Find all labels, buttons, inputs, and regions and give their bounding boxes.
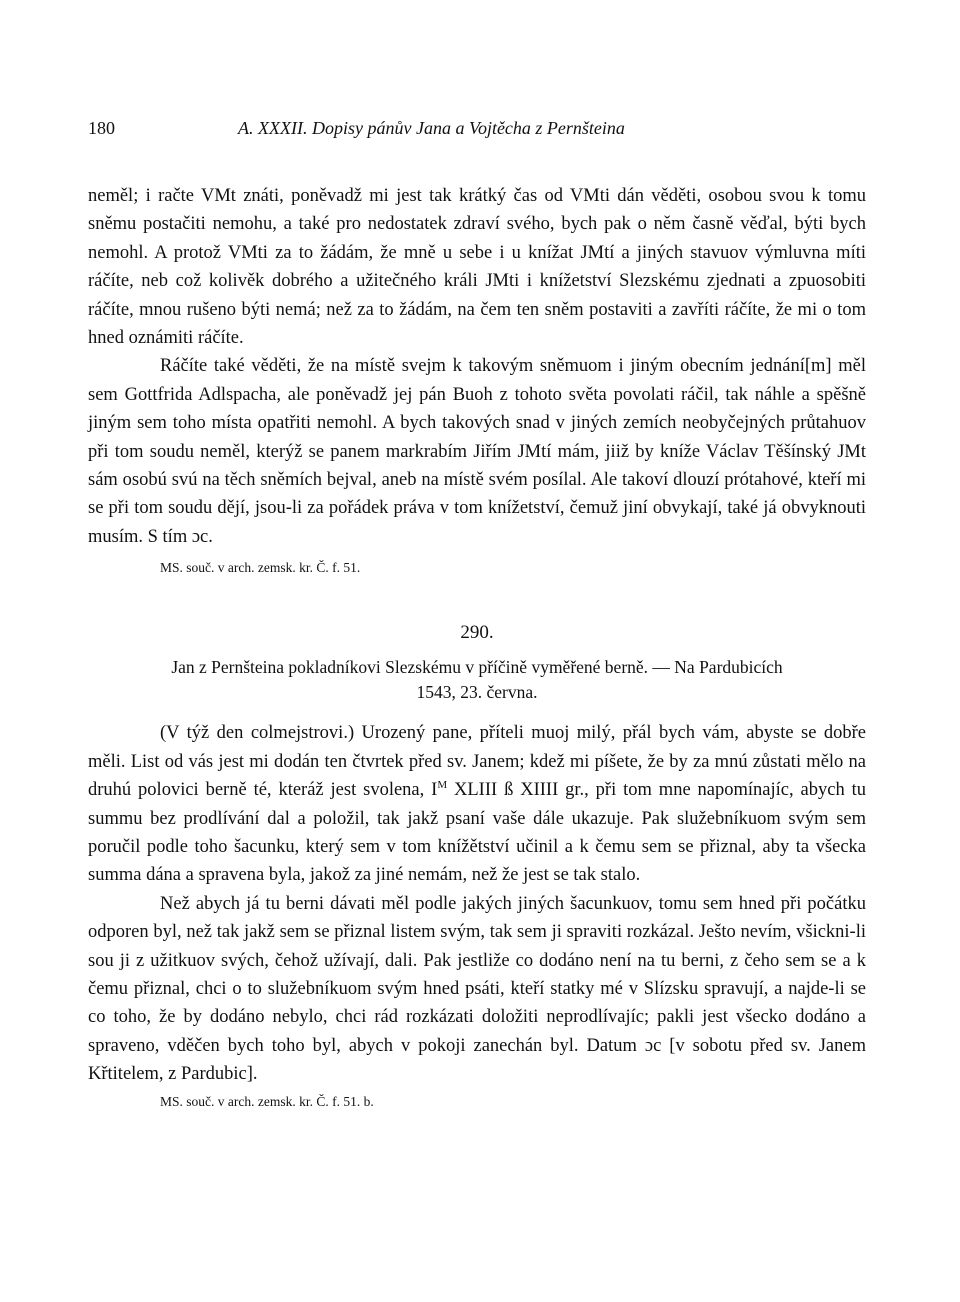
previous-letter-continuation (88, 182, 866, 579)
document-heading (88, 655, 866, 705)
page-number: 180 (88, 118, 115, 138)
superscript: M (437, 778, 448, 791)
running-title: A. XXXII. Dopisy pánův Jana a Vojtěcha z Pernšteina (238, 118, 625, 138)
page (88, 118, 866, 1113)
letter-body (88, 719, 866, 1112)
paragraph-text: XLIII ß XIIII gr., při tom mne napomínajíc, abych tu summu bez prodlívání dal a položil, tak jakž psaní vaše dále ukazuje. Pak služebníkuom svým sem poručil podle toho šacunku, který sem v tom knížětství učinil a k čemu sem se přiznal, aby ta všecka summa dána a spravena byla, jakož za jiné nemám, než že jest se tak stalo. (88, 780, 866, 886)
heading-line: Jan z Pernšteina pokladníkovi Slezskému v příčině vyměřené berně. — Na Pardubicích (171, 657, 783, 678)
source-note: MS. souč. v arch. zemsk. kr. Č. f. 51. b. (160, 1093, 374, 1109)
source-note: MS. souč. v arch. zemsk. kr. Č. f. 51. (160, 560, 361, 576)
paragraph: Než abych já tu berni dávati měl podle jakých jiných šacunkuov, tomu sem hned při počátku odporen byl, než tak jakž sem se přiznal listem svým, tak sem ji spraviti rozkázal. Ješto nevím, všickni-li sou ji z užitkuov svých, čehož užívají, dali. Pak jestliže co dodáno není na tu berni, z čeho sem se a k čemu přiznal, chci o to služebníkuom svým hned psáti, kteří statky mé v Slízsku spravují, a najde-li se co toho, že by dodáno nebylo, chci rád rozkázati doložiti neprodlívajíc; pakli jest všecko dodáno a spraveno, vděčen bych toho byl, abych v pokoji zanechán byl. Datum ɔc [v sobotu před sv. Janem Křtitelem, z Pardubic]. (88, 893, 866, 1085)
document-number: 290. (460, 622, 494, 644)
heading-date: 1543, 23. června. (416, 682, 538, 703)
paragraph: neměl; i račte VMt znáti, poněvadž mi jest tak krátký čas od VMti dán věděti, osobou svou k tomu sněmu postačiti nemohu, a také pro nedostatek zdraví svého, bych pak o něm časně věďal, býti bych nemohl. A protož VMti za to žádám, že mně u sebe i u knížat JMtí a jiných stavuov výmluvna míti ráčíte, neb což kolivěk dobrého a užitečného králi JMti i knížetství Slezskému zjednati a zpuosobiti ráčíte, mnou rušeno býti nemá; než za to žádám, na čem ten sněm postaviti a zavříti ráčíte, že mi o tom hned oznámiti ráčíte. (88, 186, 866, 349)
running-header (88, 118, 866, 148)
paragraph: Ráčíte také věděti, že na místě svejm k takovým sněmuom i jiným obecním jednání[m] měl sem Gottfrida Adlspacha, ale poněvadž jej pán Buoh z tohoto světa povolati ráčil, tak náhle a spěšně jiným sem toho místa opatřiti nemohl. A bych takových snad v jiných zemích neobyčejných průtahuov při tom soudu neměl, kterýž se panem markrabím Jiřím JMtí mám, jiiž by kníže Václav Těšínský JMt sám osobú svú na těch sněmích bejval, aneb na místě svém posílal. Ale takoví dlouzí prótahové, kteří mi se při tom soudu dějí, jsou-li za pořádek práva v tom knížetství, čemuž jiní obvykají, také já obvyknouti musím. S tím ɔc. (88, 356, 866, 547)
paragraph-text: (V týž den colmejstrovi.) Urozený pane, příteli muoj milý, přál bych vám, abyste se dobře měli. List od vás jest mi dodán ten čtvrtek před sv. Janem; kdež mi píšete, že by za mnú zůstati mělo na druhú polovici berně té, kteráž jest svolena, I (88, 723, 866, 801)
paragraph (88, 719, 866, 889)
